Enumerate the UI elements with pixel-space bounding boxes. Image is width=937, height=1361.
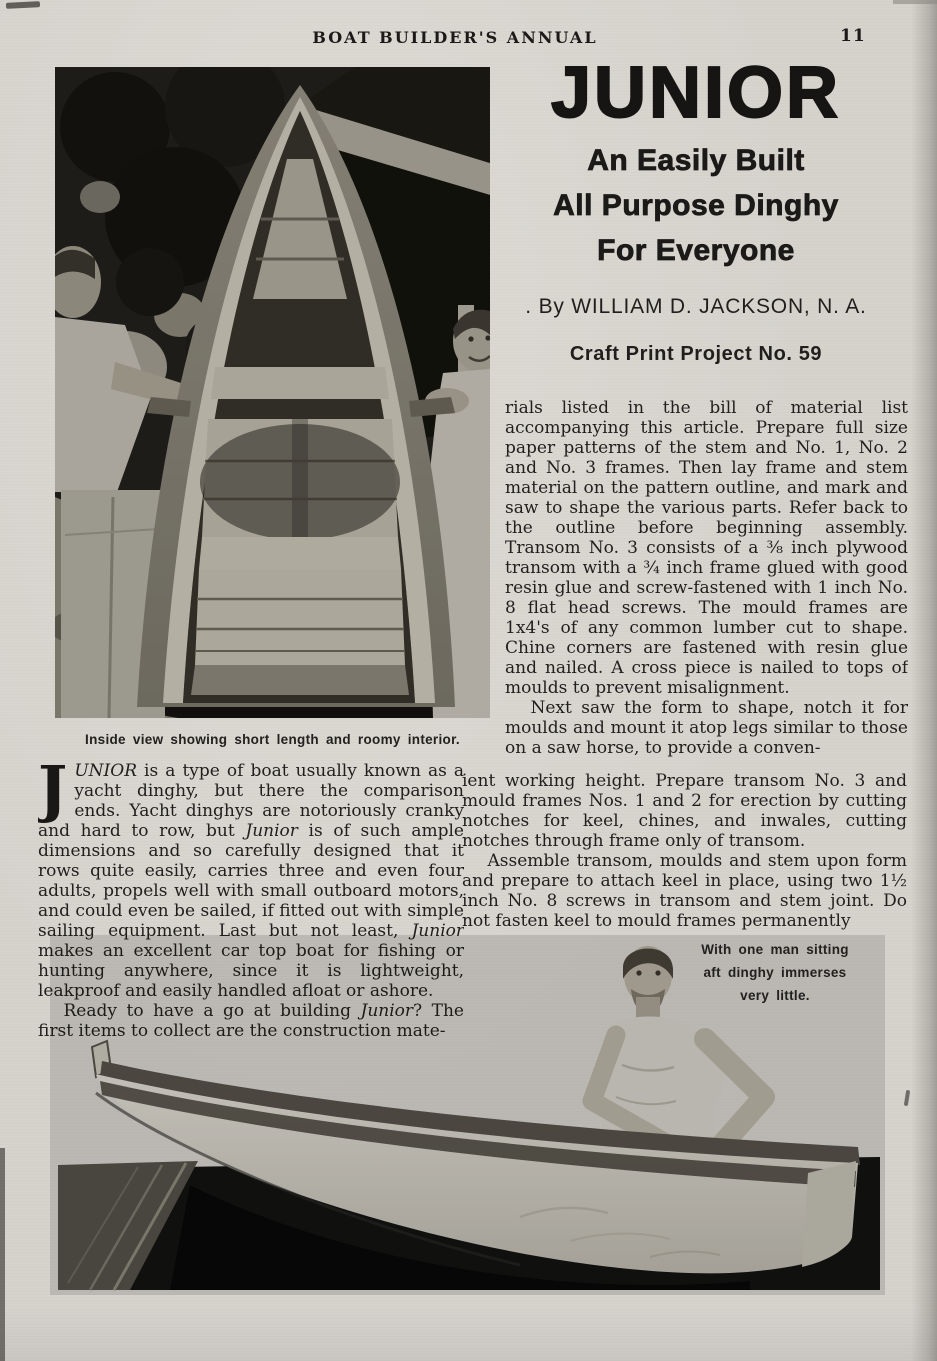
dinghy-caption xyxy=(655,938,895,1007)
article-subtitle xyxy=(496,138,896,273)
dinghy-caption-line-2: aft dinghy immerses xyxy=(703,965,847,980)
publication-title: BOAT BUILDER'S ANNUAL xyxy=(312,28,598,47)
subtitle-line-2: All Purpose Dinghy xyxy=(553,189,839,222)
dinghy-caption-line-1: With one man sitting xyxy=(701,942,849,957)
scan-artifact xyxy=(893,0,937,4)
scan-artifact xyxy=(0,1148,5,1361)
body-paragraph: ient working height. Prepare transom No. 3 and mould frames Nos. 1 and 2 for erection by cutting notches for keel, chines, and inwales, cutting notches through frame only of transom. xyxy=(462,771,907,851)
subtitle-line-1: An Easily Built xyxy=(587,144,805,177)
craft-print-project: Craft Print Project No. 59 xyxy=(569,343,823,365)
right-column-lower xyxy=(462,771,907,941)
page-number: 11 xyxy=(840,26,866,46)
body-paragraph: Ready to have a go at building Junior? The first items to collect are the construction mate- xyxy=(38,1001,464,1041)
scan-artifact xyxy=(904,1090,910,1106)
page-edge-shadow xyxy=(911,0,937,1361)
body-paragraph: Next saw the form to shape, notch it for moulds and mount it atop legs similar to those on a saw horse, to provide a conven- xyxy=(505,698,908,758)
right-column-upper xyxy=(505,398,908,786)
inside-view-caption: Inside view showing short length and roomy interior. xyxy=(85,732,460,747)
body-paragraph: JUNIOR is a type of boat usually known as a yacht dinghy, but there the comparison ends. Yacht dinghys are notoriously cranky and hard to row, but Junior is of such ample dimensions and so carefully designed that it rows quite easily, carries three and even four adults, propels well with small outboard motors, and could even be sailed, if fitted out with simple sailing equipment. Last but not least, Junior makes an excellent car top boat for fishing or hunting anywhere, since it is lightweight, leakproof and easily handled afloat or ashore. xyxy=(38,761,464,1001)
inside-view-photo xyxy=(55,67,490,718)
scan-artifact xyxy=(6,1,40,9)
body-paragraph: rials listed in the bill of material list accompanying this article. Prepare full size paper patterns of the stem and No. 1, No. 2 and No. 3 frames. Then lay frame and stem material on the pattern outline, and mark and saw to shape the various parts. Refer back to the outline before beginning assembly. Transom No. 3 consists of a ⅜ inch plywood transom with a ¾ inch frame glued with good resin glue and screw-fastened with 1 inch No. 8 flat head screws. The mould frames are 1x4's of any common lumber cut to shape. Chine corners are fastened with resin glue and nailed. A cross piece is nailed to tops of moulds to prevent misalignment. xyxy=(505,398,908,698)
subtitle-line-3: For Everyone xyxy=(597,234,795,267)
dinghy-caption-line-3: very little. xyxy=(740,988,810,1003)
byline: . By WILLIAM D. JACKSON, N. A. xyxy=(525,295,867,318)
body-paragraph: Assemble transom, moulds and stem upon form and prepare to attach keel in place, using two 1½ inch No. 8 screws in transom and stem joint. Do not fasten keel to mould frames permanently xyxy=(462,851,907,931)
article-title: JUNIOR xyxy=(550,53,842,133)
drop-cap: J xyxy=(38,761,68,825)
